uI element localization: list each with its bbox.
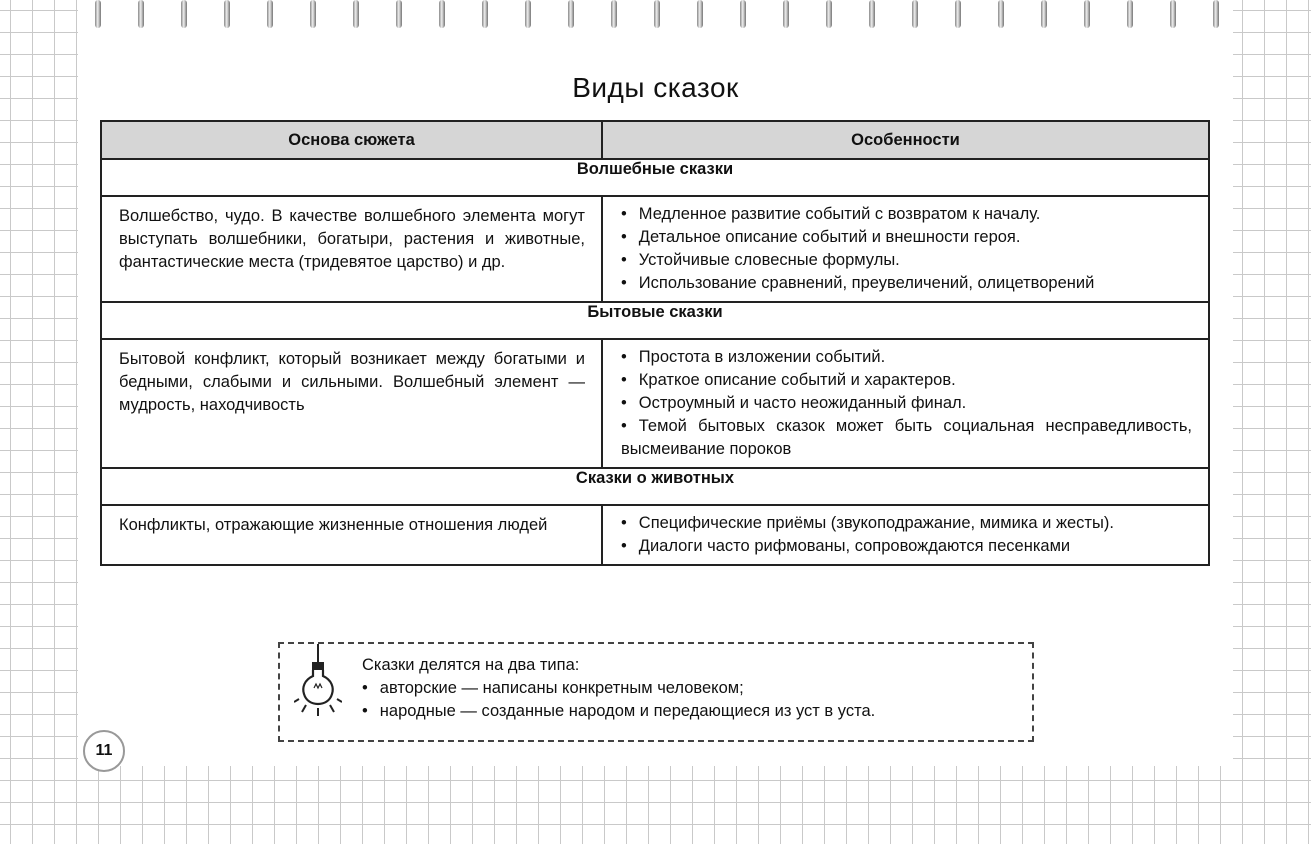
page-number: 11	[83, 730, 125, 772]
table-row	[101, 196, 1209, 302]
feature-item: • Специфические приёмы (звукоподражание, мимика и жесты).	[621, 512, 1192, 535]
feature-item: • Простота в изложении событий.	[621, 346, 1192, 369]
feature-item: • Краткое описание событий и характеров.	[621, 369, 1192, 392]
tip-item: • народные — созданные народом и передающиеся из уст в уста.	[362, 700, 875, 723]
feature-item: • Медленное развитие событий с возвратом к началу.	[621, 203, 1192, 226]
basis-cell: Конфликты, отражающие жизненные отношения людей	[101, 505, 602, 565]
feature-item: • Устойчивые словесные формулы.	[621, 249, 1192, 272]
table-header-row	[101, 121, 1209, 159]
column-header-basis: Основа сюжета	[101, 121, 602, 159]
fairy-tale-types-table	[100, 120, 1210, 566]
section-row-animals	[101, 468, 1209, 505]
light-bulb-icon	[294, 644, 342, 718]
table-row	[101, 505, 1209, 565]
section-title: Волшебные сказки	[101, 159, 1209, 196]
tip-item: • авторские — написаны конкретным человеком;	[362, 677, 875, 700]
section-title: Сказки о животных	[101, 468, 1209, 505]
feature-item: • Детальное описание событий и внешности героя.	[621, 226, 1192, 249]
features-cell	[602, 339, 1209, 468]
page-title: Виды сказок	[572, 72, 739, 103]
section-title: Бытовые сказки	[101, 302, 1209, 339]
tip-intro: Сказки делятся на два типа:	[362, 656, 580, 674]
tip-box	[278, 642, 1034, 742]
column-header-features: Особенности	[602, 121, 1209, 159]
basis-cell: Бытовой конфликт, который возникает между богатыми и бедными, слабыми и сильными. Волшебный элемент — мудрость, находчивость	[101, 339, 602, 468]
feature-item: • Диалоги часто рифмованы, сопровождаются песенками	[621, 535, 1192, 558]
feature-item: • Темой бытовых сказок может быть социальная несправедливость, высмеивание пороков	[621, 415, 1192, 461]
basis-cell: Волшебство, чудо. В качестве волшебного элемента могут выступать волшебники, богатыри, растения и животные, фантастические места (тридевятое царство) и др.	[101, 196, 602, 302]
section-row-magic	[101, 159, 1209, 196]
section-row-everyday	[101, 302, 1209, 339]
tip-text	[362, 654, 875, 723]
spiral-binding	[0, 0, 1311, 46]
feature-item: • Остроумный и часто неожиданный финал.	[621, 392, 1192, 415]
feature-item: • Использование сравнений, преувеличений, олицетворений	[621, 272, 1192, 295]
features-cell	[602, 505, 1209, 565]
features-cell	[602, 196, 1209, 302]
table-row	[101, 339, 1209, 468]
